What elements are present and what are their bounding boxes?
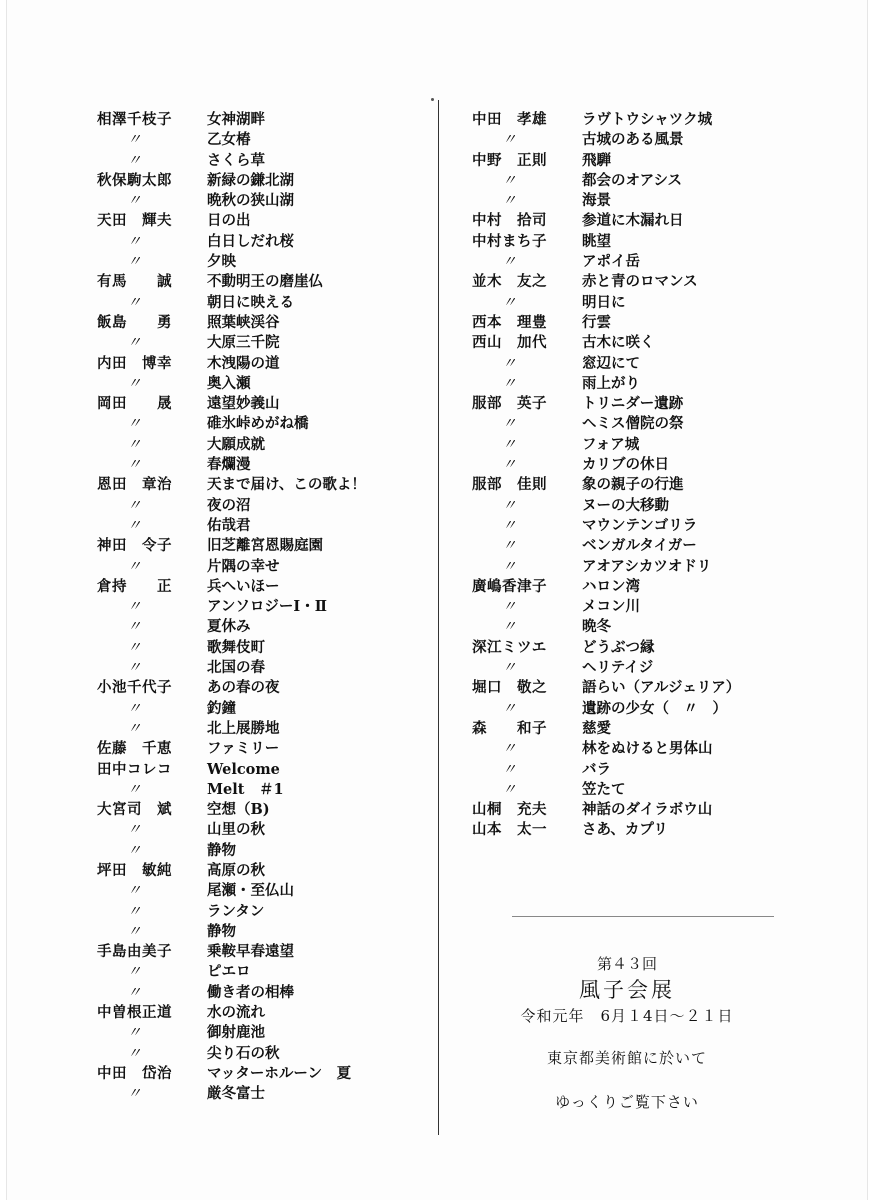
artwork-entry	[472, 516, 782, 536]
artwork-title: 明日に	[582, 293, 626, 311]
artwork-title: ハロン湾	[582, 577, 640, 595]
artwork-title: 林をぬけると男体山	[582, 740, 713, 758]
artist-name: 中村 拾司	[472, 212, 547, 230]
ditto-mark: 〃	[502, 375, 517, 392]
ditto-mark: 〃	[127, 639, 142, 656]
artwork-entry	[97, 942, 427, 962]
ditto-mark: 〃	[502, 254, 517, 271]
artwork-entry	[97, 922, 427, 942]
artwork-entry	[97, 1084, 427, 1104]
ditto-mark: 〃	[127, 903, 142, 920]
artist-name: 服部 佳則	[472, 476, 547, 494]
ditto-mark: 〃	[502, 761, 517, 778]
artwork-title: アオアシカツオドリ	[582, 557, 712, 575]
artist-name: 飯島 勇	[97, 313, 172, 331]
artist-name: 中村まち子	[472, 232, 547, 250]
artwork-title: 窓辺にて	[582, 354, 640, 372]
ditto-mark: 〃	[127, 132, 142, 149]
artwork-title: 働き者の相棒	[207, 983, 294, 1001]
artist-name: 恩田 章治	[97, 476, 172, 494]
artwork-title: 夜の沼	[207, 496, 251, 514]
artwork-entry	[472, 699, 782, 719]
exhibition-title: 風子会展	[579, 978, 675, 1002]
artwork-entry	[472, 232, 782, 252]
artwork-entry	[472, 374, 782, 394]
artwork-title: 古木に咲く	[582, 334, 655, 352]
artwork-title: ベンガルタイガー	[582, 537, 697, 555]
ditto-mark: 〃	[502, 355, 517, 372]
artwork-entry	[97, 983, 427, 1003]
artwork-title: さくら草	[207, 151, 265, 169]
ditto-mark: 〃	[127, 1086, 142, 1103]
artwork-title: アンソロジーⅠ・Ⅱ	[207, 598, 327, 616]
ditto-mark: 〃	[502, 132, 517, 149]
artwork-entry	[97, 577, 427, 597]
artist-name: 西本 理豊	[472, 313, 547, 331]
artwork-entry	[97, 455, 427, 475]
artwork-title: 大願成就	[207, 435, 265, 453]
artist-name: 倉持 正	[97, 577, 172, 595]
artwork-entry	[97, 333, 427, 353]
document-page	[6, 0, 868, 1200]
ditto-mark: 〃	[127, 375, 142, 392]
artwork-entry	[97, 658, 427, 678]
artwork-title: 北上展勝地	[207, 719, 280, 737]
ditto-mark: 〃	[127, 619, 142, 636]
artwork-entry	[97, 820, 427, 840]
ditto-mark: 〃	[127, 781, 142, 798]
artwork-entry	[472, 191, 782, 211]
ditto-mark: 〃	[127, 720, 142, 737]
artwork-list-right	[472, 110, 782, 841]
ditto-mark: 〃	[127, 964, 142, 981]
artwork-entry	[97, 151, 427, 171]
artwork-entry	[97, 435, 427, 455]
artwork-entry	[472, 739, 782, 759]
artwork-entry	[472, 272, 782, 292]
artwork-title: 遺跡の少女（ 〃 ）	[582, 699, 727, 717]
artwork-entry	[472, 719, 782, 739]
artist-name: 山桐 充夫	[472, 801, 547, 819]
artwork-entry	[97, 962, 427, 982]
ditto-mark: 〃	[127, 984, 142, 1001]
artwork-entry	[97, 881, 427, 901]
artwork-entry	[97, 1044, 427, 1064]
artwork-title: 海景	[582, 192, 611, 210]
artwork-title: ヘミス僧院の祭	[582, 415, 684, 433]
artwork-entry	[97, 475, 427, 495]
artwork-entry	[97, 171, 427, 191]
artist-name: 中田 岱治	[97, 1064, 172, 1082]
artwork-title: 奥入瀬	[207, 374, 251, 392]
artwork-entry	[97, 394, 427, 414]
artwork-entry	[97, 252, 427, 272]
exhibition-venue: 東京都美術館に於いて	[546, 1049, 707, 1067]
artwork-entry	[97, 293, 427, 313]
artist-name: 田中コレコ	[97, 760, 172, 778]
artwork-entry	[97, 110, 427, 130]
artwork-entry	[472, 617, 782, 637]
artwork-entry	[97, 780, 427, 800]
artwork-entry	[472, 354, 782, 374]
ditto-mark: 〃	[502, 558, 517, 575]
ditto-mark: 〃	[127, 660, 142, 677]
artwork-entry	[472, 252, 782, 272]
artwork-title: 水の流れ	[207, 1004, 265, 1022]
artwork-title: 夏休み	[207, 618, 251, 636]
artist-name: 堀口 敬之	[472, 679, 547, 697]
artwork-entry	[472, 820, 782, 840]
artist-name: 西山 加代	[472, 334, 547, 352]
artwork-title: 山里の秋	[207, 821, 265, 839]
exhibition-dates: 令和元年 6月１4日～２１日	[520, 1007, 734, 1025]
artist-name: 手島由美子	[97, 943, 172, 961]
ditto-mark: 〃	[502, 436, 517, 453]
artwork-title: 慈愛	[582, 719, 611, 737]
artwork-entry	[97, 902, 427, 922]
artwork-entry	[97, 597, 427, 617]
ditto-mark: 〃	[127, 1045, 142, 1062]
artwork-entry	[97, 557, 427, 577]
artwork-entry	[472, 638, 782, 658]
artist-name: 内田 博幸	[97, 354, 172, 372]
artwork-entry	[472, 414, 782, 434]
artwork-entry	[472, 577, 782, 597]
artist-name: 岡田 晟	[97, 395, 172, 413]
ditto-mark: 〃	[502, 517, 517, 534]
artwork-entry	[472, 333, 782, 353]
artwork-entry	[472, 780, 782, 800]
artist-name: 並木 友之	[472, 273, 547, 291]
ditto-mark: 〃	[127, 436, 142, 453]
artwork-title: 朝日に映える	[207, 293, 294, 311]
artwork-title: 雨上がり	[582, 374, 640, 392]
artwork-entry	[97, 374, 427, 394]
artwork-title: 御射鹿池	[207, 1024, 265, 1042]
artwork-title: 新緑の鎌北湖	[207, 171, 294, 189]
artwork-title: 語らい（アルジェリア）	[582, 679, 741, 697]
ditto-mark: 〃	[127, 822, 142, 839]
artwork-title: 碓氷峠めがね橋	[207, 415, 309, 433]
section-divider	[512, 916, 774, 917]
artwork-title: 乙女椿	[207, 131, 251, 149]
artwork-entry	[472, 496, 782, 516]
artist-name: 深江ミツエ	[472, 638, 547, 656]
artwork-entry	[97, 638, 427, 658]
artwork-entry	[97, 354, 427, 374]
artwork-title: 照葉峡渓谷	[207, 313, 280, 331]
ditto-mark: 〃	[127, 599, 142, 616]
artwork-title: 尖り石の秋	[207, 1044, 280, 1062]
artist-name: 山本 太一	[472, 821, 547, 839]
artwork-title: 笠たて	[582, 780, 626, 798]
artist-name: 小池千代子	[97, 679, 172, 697]
artwork-title: 晩冬	[582, 618, 611, 636]
artwork-title: 象の親子の行進	[582, 476, 684, 494]
artist-name: 有馬 誠	[97, 273, 172, 291]
artwork-title: 大原三千院	[207, 334, 280, 352]
artwork-title: 佑哉君	[207, 516, 251, 534]
ditto-mark: 〃	[502, 294, 517, 311]
ditto-mark: 〃	[127, 497, 142, 514]
artwork-entry	[97, 211, 427, 231]
artwork-title: あの春の夜	[207, 679, 280, 697]
artwork-title: Melt ＃1	[207, 780, 284, 798]
artwork-title: 参道に木漏れ日	[582, 212, 684, 230]
ditto-mark: 〃	[127, 416, 142, 433]
artwork-title: アポイ岳	[582, 253, 640, 271]
artist-name: 中野 正則	[472, 151, 547, 169]
ditto-mark: 〃	[127, 558, 142, 575]
ditto-mark: 〃	[127, 842, 142, 859]
ditto-mark: 〃	[502, 700, 517, 717]
artwork-title: 都会のオアシス	[582, 171, 683, 189]
ditto-mark: 〃	[127, 1025, 142, 1042]
artwork-title: 厳冬富士	[207, 1085, 265, 1103]
artist-name: 廣嶋香津子	[472, 577, 547, 595]
artwork-title: 飛騨	[582, 151, 611, 169]
artwork-entry	[472, 800, 782, 820]
artwork-entry	[472, 130, 782, 150]
artwork-entry	[472, 293, 782, 313]
artwork-title: 片隅の幸せ	[207, 557, 280, 575]
artwork-entry	[97, 678, 427, 698]
artwork-title: バラ	[582, 760, 611, 778]
artwork-title: マッターホルーン 夏	[207, 1064, 352, 1082]
artwork-title: 天まで届け、この歌よ！	[207, 476, 366, 494]
artwork-entry	[97, 414, 427, 434]
ditto-mark: 〃	[127, 457, 142, 474]
artist-name: 佐藤 千恵	[97, 740, 172, 758]
artwork-title: 遠望妙義山	[207, 395, 280, 413]
ditto-mark: 〃	[502, 416, 517, 433]
artwork-title: 日の出	[207, 212, 251, 230]
artwork-entry	[97, 739, 427, 759]
ditto-mark: 〃	[502, 172, 517, 189]
artwork-title: 旧芝離宮恩賜庭園	[207, 537, 323, 555]
artwork-entry	[97, 496, 427, 516]
artwork-title: 木洩陽の道	[207, 354, 280, 372]
ditto-mark: 〃	[127, 923, 142, 940]
artwork-entry	[472, 597, 782, 617]
artwork-entry	[472, 557, 782, 577]
artwork-entry	[472, 211, 782, 231]
artwork-title: カリブの休日	[582, 456, 669, 474]
artwork-entry	[472, 151, 782, 171]
artwork-title: 春爛漫	[207, 456, 251, 474]
column-divider	[438, 100, 439, 1135]
artwork-title: マウンテンゴリラ	[582, 516, 698, 534]
artwork-list-left	[97, 110, 427, 1105]
artwork-title: ヘリテイジ	[582, 659, 654, 677]
artwork-title: 神話のダイラボウ山	[582, 801, 713, 819]
ditto-mark: 〃	[127, 193, 142, 210]
artwork-title: 赤と青のロマンス	[582, 273, 698, 291]
ditto-mark: 〃	[502, 660, 517, 677]
artwork-entry	[472, 760, 782, 780]
artwork-title: ラヴトウシャツク城	[582, 111, 713, 128]
artwork-title: 不動明王の磨崖仏	[207, 273, 323, 291]
artwork-entry	[97, 272, 427, 292]
closing-message: ゆっくりご覧下さい	[555, 1093, 699, 1111]
artwork-title: ランタン	[207, 902, 265, 920]
ditto-mark: 〃	[127, 233, 142, 250]
artist-name: 相澤千枝子	[97, 111, 172, 128]
artwork-title: 女神湖畔	[207, 111, 265, 128]
artwork-title: 古城のある風景	[582, 131, 684, 149]
exhibition-number: 第４３回	[596, 955, 657, 973]
artwork-entry	[472, 455, 782, 475]
artwork-title: Welcome	[207, 760, 280, 778]
artist-name: 森 和子	[472, 719, 547, 737]
artwork-entry	[472, 678, 782, 698]
artwork-title: さあ、カプリ	[582, 821, 668, 839]
artwork-entry	[97, 861, 427, 881]
artist-name: 天田 輝夫	[97, 212, 172, 230]
artwork-entry	[97, 841, 427, 861]
artwork-entry	[472, 313, 782, 333]
artist-name: 坪田 敏純	[97, 861, 172, 879]
artwork-entry	[97, 313, 427, 333]
artist-name: 中曽根正道	[97, 1004, 172, 1022]
ditto-mark: 〃	[127, 517, 142, 534]
ditto-mark: 〃	[502, 741, 517, 758]
artwork-entry	[472, 171, 782, 191]
artwork-entry	[472, 110, 782, 130]
punch-mark	[431, 98, 434, 101]
ditto-mark: 〃	[127, 883, 142, 900]
artwork-title: 北国の春	[207, 659, 265, 677]
artwork-title: 眺望	[582, 232, 611, 250]
ditto-mark: 〃	[502, 619, 517, 636]
ditto-mark: 〃	[502, 781, 517, 798]
artwork-entry	[472, 475, 782, 495]
artist-name: 大宮司 斌	[97, 801, 172, 819]
artwork-title: メコン川	[582, 598, 640, 616]
artwork-entry	[97, 536, 427, 556]
artwork-entry	[97, 1064, 427, 1084]
artwork-title: 行雲	[582, 313, 611, 331]
artwork-title: 釣鐘	[207, 699, 236, 717]
artwork-title: 乗鞍早春遠望	[207, 943, 294, 961]
artwork-title: 静物	[207, 841, 236, 859]
artwork-entry	[97, 1023, 427, 1043]
ditto-mark: 〃	[127, 700, 142, 717]
artwork-entry	[97, 800, 427, 820]
artwork-title: どうぶつ縁	[582, 638, 655, 656]
artist-name: 秋保駒太郎	[97, 171, 172, 189]
artwork-title: ヌーの大移動	[582, 496, 669, 514]
artwork-entry	[472, 536, 782, 556]
artwork-entry	[472, 658, 782, 678]
artist-name: 神田 令子	[97, 537, 172, 555]
artwork-title: 静物	[207, 922, 236, 940]
artwork-entry	[97, 617, 427, 637]
artwork-entry	[472, 435, 782, 455]
ditto-mark: 〃	[502, 193, 517, 210]
ditto-mark: 〃	[127, 254, 142, 271]
artwork-title: 尾瀬・至仏山	[207, 882, 294, 900]
artwork-entry	[97, 191, 427, 211]
artist-name: 中田 孝雄	[472, 111, 547, 128]
ditto-mark: 〃	[502, 538, 517, 555]
artwork-entry	[97, 719, 427, 739]
ditto-mark: 〃	[502, 497, 517, 514]
ditto-mark: 〃	[127, 335, 142, 352]
artwork-title: 高原の秋	[207, 861, 265, 879]
artwork-entry	[472, 394, 782, 414]
artwork-title: ピエロ	[207, 963, 251, 981]
artwork-title: ファミリー	[207, 740, 280, 758]
artwork-entry	[97, 232, 427, 252]
artwork-entry	[97, 1003, 427, 1023]
artist-name: 服部 英子	[472, 395, 547, 413]
artwork-title: 白日しだれ桜	[207, 232, 294, 250]
ditto-mark: 〃	[502, 599, 517, 616]
artwork-entry	[97, 699, 427, 719]
ditto-mark: 〃	[127, 152, 142, 169]
artwork-entry	[97, 130, 427, 150]
artwork-title: 晩秋の狭山湖	[207, 192, 294, 210]
artwork-title: 歌舞伎町	[207, 638, 265, 656]
artwork-title: トリニダー遺跡	[582, 395, 684, 413]
artwork-entry	[97, 760, 427, 780]
artwork-title: 空想（B)	[207, 801, 270, 819]
artwork-title: 兵へいほー	[207, 577, 280, 595]
ditto-mark: 〃	[127, 294, 142, 311]
artwork-entry	[97, 516, 427, 536]
artwork-title: 夕映	[207, 253, 236, 271]
artwork-title: フォア城	[582, 435, 640, 453]
ditto-mark: 〃	[502, 457, 517, 474]
